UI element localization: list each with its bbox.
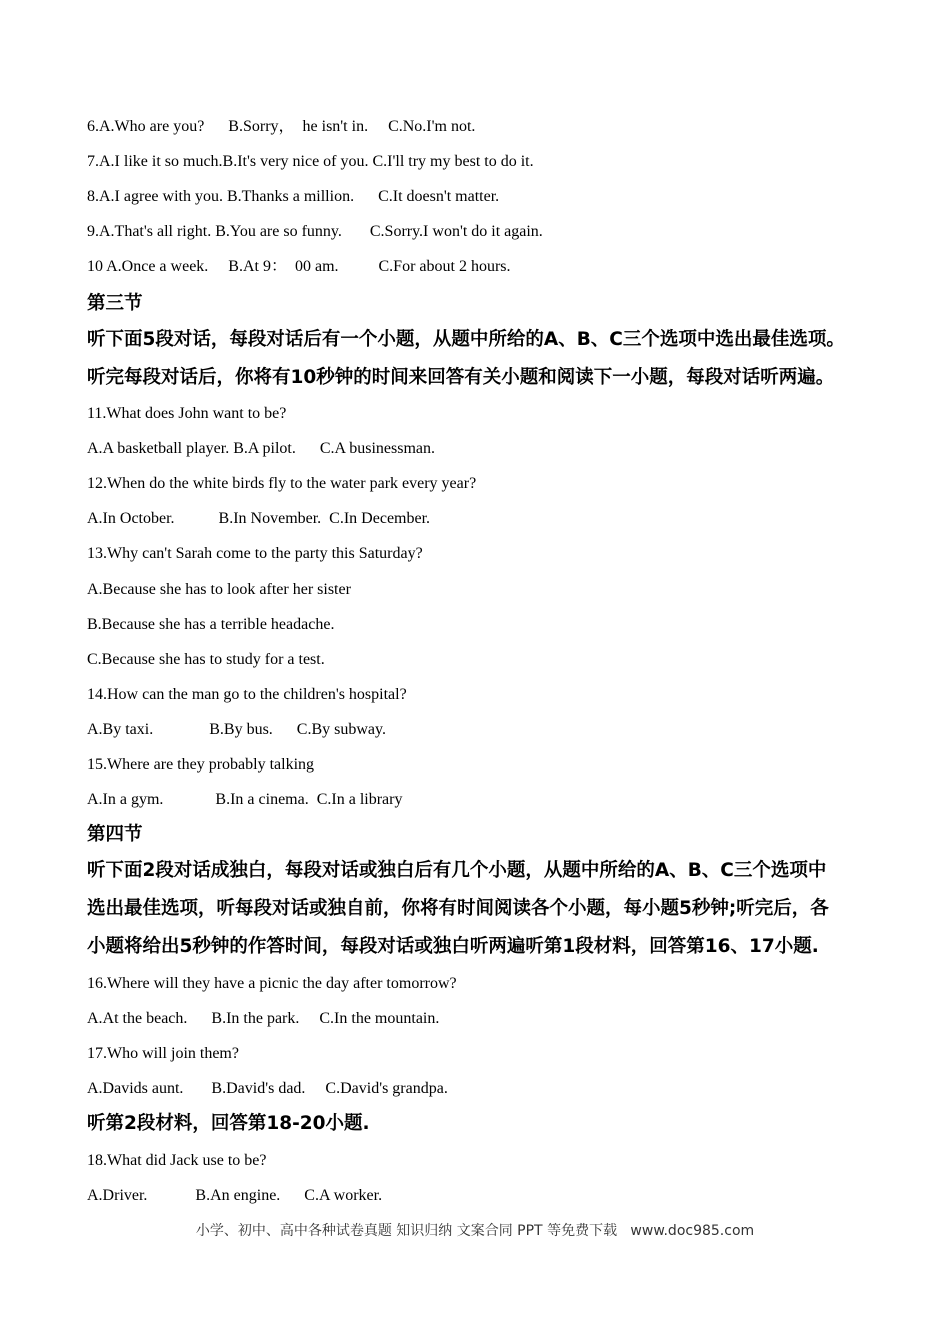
question-13-option-b: B.Because she has a terrible headache. — [87, 616, 335, 633]
section-heading-4: 第四节 — [87, 824, 143, 845]
question-15-options: A.In a gym. B.In a cinema. C.In a library — [87, 791, 403, 808]
question-16: 16.Where will they have a picnic the day after tomorrow? — [87, 975, 457, 992]
passage-2-instructions: 听第2段材料，回答第18-20小题. — [87, 1113, 370, 1134]
question-12-options: A.In October. B.In November. C.In December. — [87, 510, 431, 527]
question-15: 15.Where are they probably talking — [87, 756, 315, 773]
question-11-options: A.A basketball player. B.A pilot. C.A businessman. — [87, 440, 435, 457]
question-14-options: A.By taxi. B.By bus. C.By subway. — [87, 721, 386, 738]
question-13-option-c: C.Because she has to study for a test. — [87, 651, 325, 668]
section-4-instructions-line-3: 小题将给出5秒钟的作答时间，每段对话或独白听两遍听第1段材料，回答第16、17小题. — [87, 936, 819, 957]
question-6: 6.A.Who are you? B.Sorry， he isn't in. C.No.I'm not. — [87, 118, 476, 135]
question-10: 10 A.Once a week. B.At 9： 00 am. C.For about 2 hours. — [87, 258, 511, 275]
question-18: 18.What did Jack use to be? — [87, 1152, 267, 1169]
question-16-options: A.At the beach. B.In the park. C.In the mountain. — [87, 1010, 440, 1027]
question-12: 12.When do the white birds fly to the water park every year? — [87, 475, 477, 492]
question-8: 8.A.I agree with you. B.Thanks a million. C.It doesn't matter. — [87, 188, 500, 205]
section-4-instructions-line-2: 选出最佳选项，听每段对话或独自前，你将有时间阅读各个小题，每小题5秒钟;听完后，各 — [87, 898, 829, 919]
question-13: 13.Why can't Sarah come to the party this Saturday? — [87, 545, 423, 562]
question-18-options: A.Driver. B.An engine. C.A worker. — [87, 1187, 383, 1204]
question-17-options: A.Davids aunt. B.David's dad. C.David's grandpa. — [87, 1080, 448, 1097]
section-3-instructions-line-1: 听下面5段对话，每段对话后有一个小题，从题中所给的A、B、C三个选项中选出最佳选项。 — [87, 329, 845, 350]
question-14: 14.How can the man go to the children's hospital? — [87, 686, 407, 703]
section-heading-3: 第三节 — [87, 293, 143, 314]
page-footer: 小学、初中、高中各种试卷真题 知识归纳 文案合同 PPT 等免费下载 www.doc985.com — [195, 1223, 755, 1239]
question-9: 9.A.That's all right. B.You are so funny. C.Sorry.I won't do it again. — [87, 223, 543, 240]
question-13-option-a: A.Because she has to look after her sister — [87, 581, 351, 598]
section-3-instructions-line-2: 听完每段对话后，你将有10秒钟的时间来回答有关小题和阅读下一小题，每段对话听两遍。 — [87, 367, 835, 388]
section-4-instructions-line-1: 听下面2段对话成独白，每段对话或独白后有几个小题，从题中所给的A、B、C三个选项中 — [87, 860, 827, 881]
question-11: 11.What does John want to be? — [87, 405, 287, 422]
question-17: 17.Who will join them? — [87, 1045, 239, 1062]
question-7: 7.A.I like it so much.B.It's very nice of you. C.I'll try my best to do it. — [87, 153, 534, 170]
